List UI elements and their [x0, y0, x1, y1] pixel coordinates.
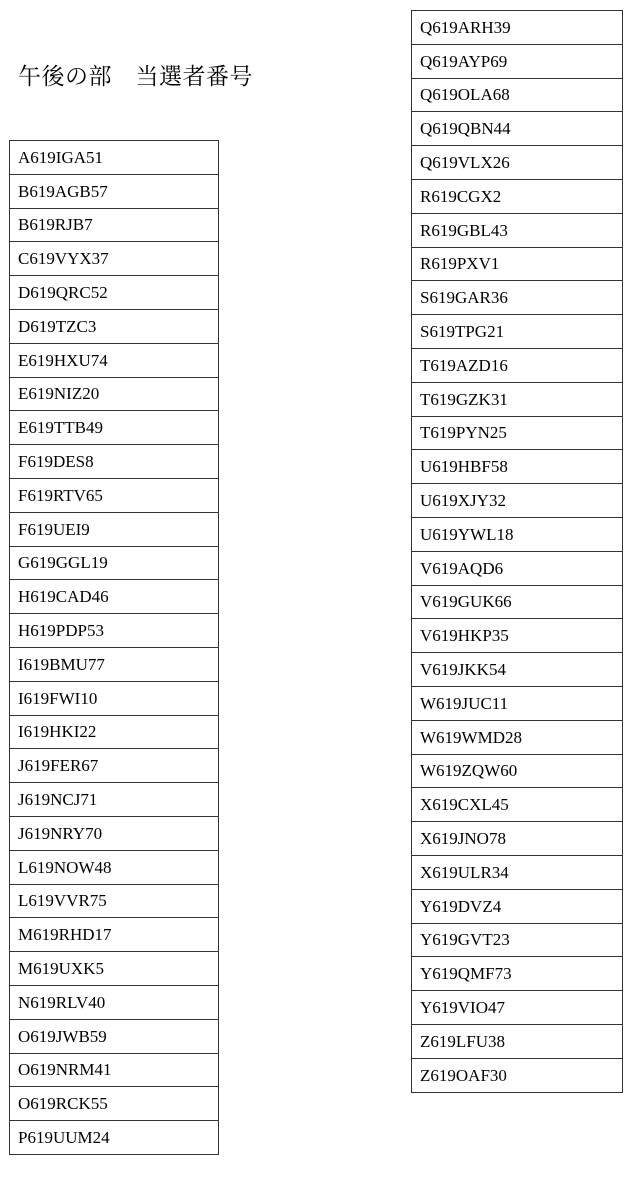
- winner-number-cell: Q619OLA68: [412, 78, 623, 112]
- table-row: [10, 377, 219, 411]
- winner-number-cell: I619HKI22: [10, 715, 219, 749]
- winner-number-cell: T619GZK31: [412, 382, 623, 416]
- table-row: [412, 78, 623, 112]
- winner-number-cell: Q619QBN44: [412, 112, 623, 146]
- table-row: [10, 343, 219, 377]
- winner-number-cell: D619QRC52: [10, 276, 219, 310]
- winner-number-cell: J619NCJ71: [10, 783, 219, 817]
- table-row: [10, 445, 219, 479]
- winner-number-cell: X619JNO78: [412, 822, 623, 856]
- table-row: [10, 985, 219, 1019]
- winner-number-cell: Q619AYP69: [412, 44, 623, 78]
- winner-number-cell: R619CGX2: [412, 179, 623, 213]
- table-row: [10, 850, 219, 884]
- table-row: [10, 512, 219, 546]
- table-row: [10, 614, 219, 648]
- table-row: [412, 619, 623, 653]
- table-row: [10, 276, 219, 310]
- table-row: [10, 546, 219, 580]
- table-row: [412, 517, 623, 551]
- winner-number-cell: M619RHD17: [10, 918, 219, 952]
- table-row: [412, 991, 623, 1025]
- winner-number-cell: U619XJY32: [412, 484, 623, 518]
- table-row: [10, 309, 219, 343]
- winner-table-right: [411, 10, 623, 1093]
- winner-number-cell: C619VYX37: [10, 242, 219, 276]
- winner-number-cell: F619DES8: [10, 445, 219, 479]
- table-row: [10, 1121, 219, 1155]
- table-row: [10, 208, 219, 242]
- winner-number-cell: S619TPG21: [412, 315, 623, 349]
- winner-number-cell: B619AGB57: [10, 174, 219, 208]
- winner-number-cell: D619TZC3: [10, 309, 219, 343]
- winner-number-cell: H619CAD46: [10, 580, 219, 614]
- table-row: [412, 889, 623, 923]
- winner-number-cell: L619VVR75: [10, 884, 219, 918]
- table-row: [412, 1058, 623, 1092]
- table-row: [412, 720, 623, 754]
- winner-number-cell: A619IGA51: [10, 141, 219, 175]
- winner-number-cell: I619FWI10: [10, 681, 219, 715]
- winner-number-cell: U619YWL18: [412, 517, 623, 551]
- table-row: [10, 1019, 219, 1053]
- winner-number-cell: Z619OAF30: [412, 1058, 623, 1092]
- table-row: [10, 478, 219, 512]
- winner-number-cell: V619JKK54: [412, 653, 623, 687]
- winner-number-cell: J619NRY70: [10, 816, 219, 850]
- table-row: [412, 112, 623, 146]
- winner-number-cell: O619RCK55: [10, 1087, 219, 1121]
- table-row: [412, 382, 623, 416]
- winner-number-cell: B619RJB7: [10, 208, 219, 242]
- winner-number-cell: Z619LFU38: [412, 1024, 623, 1058]
- table-row: [10, 580, 219, 614]
- winner-number-cell: T619AZD16: [412, 348, 623, 382]
- table-row: [412, 585, 623, 619]
- table-row: [412, 179, 623, 213]
- winner-number-cell: F619UEI9: [10, 512, 219, 546]
- table-row: [10, 411, 219, 445]
- table-row: [10, 1053, 219, 1087]
- table-row: [10, 816, 219, 850]
- table-row: [10, 174, 219, 208]
- winner-number-cell: R619PXV1: [412, 247, 623, 281]
- winner-number-cell: M619UXK5: [10, 952, 219, 986]
- table-row: [412, 315, 623, 349]
- winner-number-cell: P619UUM24: [10, 1121, 219, 1155]
- winner-number-cell: J619FER67: [10, 749, 219, 783]
- table-row: [412, 11, 623, 45]
- table-row: [412, 754, 623, 788]
- winner-number-cell: X619ULR34: [412, 855, 623, 889]
- table-row: [412, 348, 623, 382]
- table-row: [10, 749, 219, 783]
- winner-number-cell: Y619QMF73: [412, 957, 623, 991]
- table-row: [10, 715, 219, 749]
- table-row: [412, 484, 623, 518]
- winner-number-cell: S619GAR36: [412, 281, 623, 315]
- table-row: [412, 416, 623, 450]
- table-row: [10, 242, 219, 276]
- winner-number-cell: W619ZQW60: [412, 754, 623, 788]
- table-row: [10, 783, 219, 817]
- winner-number-cell: L619NOW48: [10, 850, 219, 884]
- winner-number-cell: F619RTV65: [10, 478, 219, 512]
- table-row: [412, 788, 623, 822]
- winner-number-cell: I619BMU77: [10, 647, 219, 681]
- table-row: [412, 213, 623, 247]
- table-row: [10, 918, 219, 952]
- winner-number-cell: V619HKP35: [412, 619, 623, 653]
- table-row: [412, 44, 623, 78]
- table-row: [10, 952, 219, 986]
- winner-number-cell: R619GBL43: [412, 213, 623, 247]
- winner-number-cell: T619PYN25: [412, 416, 623, 450]
- table-row: [412, 281, 623, 315]
- winner-number-cell: V619AQD6: [412, 551, 623, 585]
- table-row: [412, 450, 623, 484]
- winner-number-cell: G619GGL19: [10, 546, 219, 580]
- table-row: [412, 551, 623, 585]
- table-row: [10, 141, 219, 175]
- winner-number-cell: H619PDP53: [10, 614, 219, 648]
- winner-number-cell: Y619DVZ4: [412, 889, 623, 923]
- winner-number-cell: E619NIZ20: [10, 377, 219, 411]
- winner-number-cell: W619WMD28: [412, 720, 623, 754]
- table-row: [10, 647, 219, 681]
- table-row: [412, 247, 623, 281]
- table-row: [412, 855, 623, 889]
- table-row: [412, 1024, 623, 1058]
- table-row: [412, 146, 623, 180]
- winner-number-cell: W619JUC11: [412, 686, 623, 720]
- winner-number-cell: E619TTB49: [10, 411, 219, 445]
- table-row: [412, 822, 623, 856]
- table-row: [412, 923, 623, 957]
- table-row: [412, 653, 623, 687]
- winner-number-cell: E619HXU74: [10, 343, 219, 377]
- table-row: [10, 884, 219, 918]
- table-row: [412, 957, 623, 991]
- winner-number-cell: Y619VIO47: [412, 991, 623, 1025]
- winner-number-cell: O619NRM41: [10, 1053, 219, 1087]
- winner-number-cell: U619HBF58: [412, 450, 623, 484]
- table-row: [10, 1087, 219, 1121]
- winner-number-cell: X619CXL45: [412, 788, 623, 822]
- table-row: [412, 686, 623, 720]
- winner-number-cell: N619RLV40: [10, 985, 219, 1019]
- page-title: 午後の部 当選者番号: [18, 64, 253, 90]
- table-row: [10, 681, 219, 715]
- winner-number-cell: V619GUK66: [412, 585, 623, 619]
- winner-number-cell: Y619GVT23: [412, 923, 623, 957]
- winner-number-cell: Q619VLX26: [412, 146, 623, 180]
- winner-number-cell: O619JWB59: [10, 1019, 219, 1053]
- winner-table-left: [9, 140, 219, 1155]
- winner-number-cell: Q619ARH39: [412, 11, 623, 45]
